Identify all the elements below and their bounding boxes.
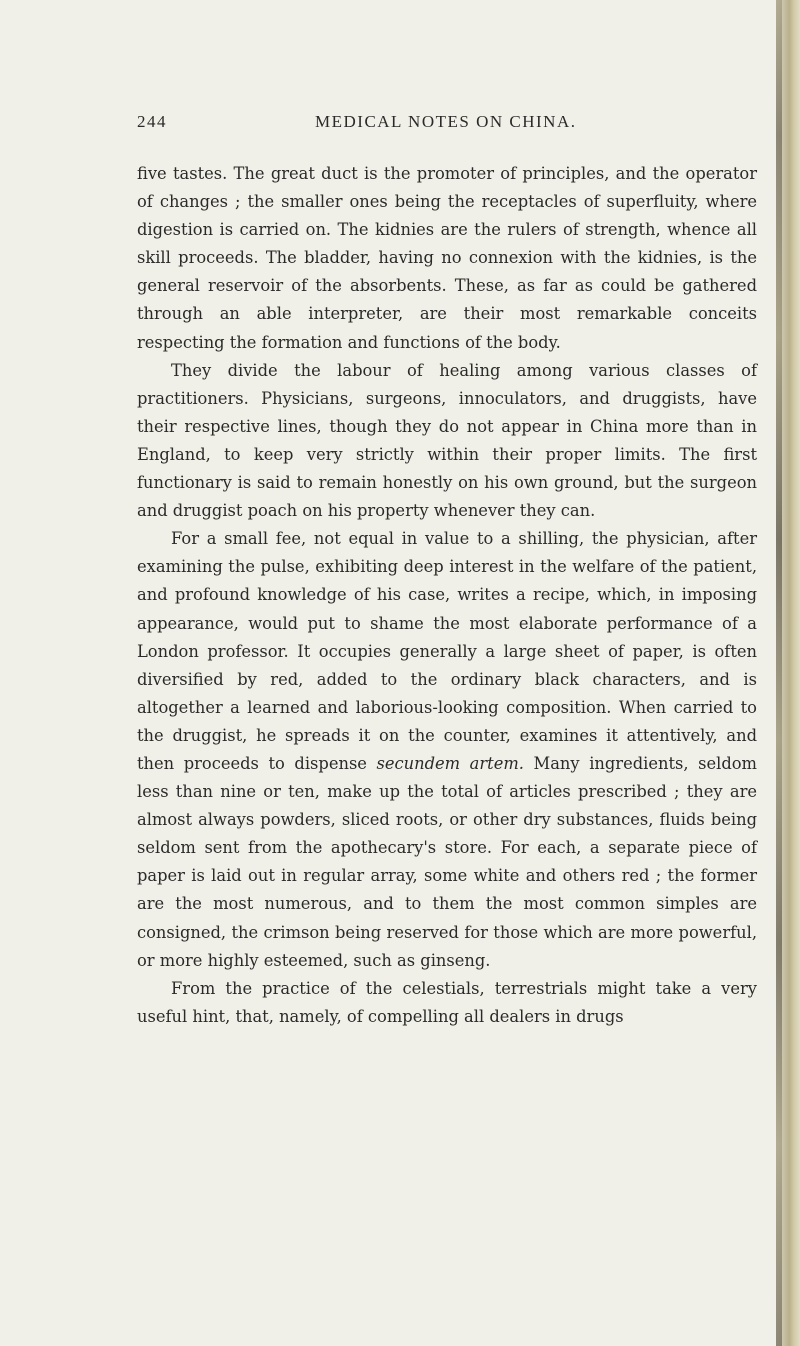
paragraph-physician-fee [137, 525, 757, 975]
body-text [137, 160, 757, 1031]
running-head: MEDICAL NOTES ON CHINA. [315, 112, 577, 131]
paragraph-celestials: From the practice of the celestials, terrestrials might take a very useful hint, that, namely, of compelling all dealers in drugs [137, 978, 757, 1026]
paragraph-continuation: five tastes. The great duct is the promoter of principles, and the operator of changes ; the smaller ones being the receptacles of superfluity, where digestion is carried on. The kidnies are the rulers of strength, whence all skill proceeds. The bladder, having no connexion with the kidnies, is the general reservoir of the absorbents. These, as far as could be gathered through an able interpreter, are their most remarkable conceits respecting the formation and functions of the body. [137, 164, 757, 352]
page-number: 244 [137, 112, 167, 131]
paragraph-text-after: Many ingredients, seldom less than nine or ten, make up the total of articles prescribed ; they are almost always powders, sliced roots, or other dry substances, fluids being seldom sent from the apothecary's store. For each, a separate piece of paper is laid out in regular array, some white and others red ; the former are the most numerous, and to them the most common simples are consigned, the crimson being reserved for those which are more powerful, or more highly esteemed, such as ginseng. [137, 753, 757, 970]
paragraph-text-before: For a small fee, not equal in value to a shilling, the physician, after examining the pulse, exhibiting deep interest in the welfare of the patient, and profound knowledge of his case, writes a recipe, which, in imposing appearance, would put to shame the most elaborate performance of a London professor. It occupies generally a large sheet of paper, is often diversified by red, added to the ordinary black characters, and is altogether a learned and laborious-looking composition. When carried to the druggist, he spreads it on the counter, examines it attentively, and then proceeds to dispense [137, 529, 757, 773]
latin-phrase: secundem artem. [376, 753, 524, 773]
page-edge-shadow [776, 0, 782, 1346]
paragraph-practitioners: They divide the labour of healing among various classes of practitioners. Physicians, surgeons, innoculators, and druggists, have their respective lines, though they do not appear in China more than in England, to keep very strictly within their proper limits. The first functionary is said to remain honestly on his own ground, but the surgeon and druggist poach on his property whenever they can. [137, 360, 757, 521]
page-header [137, 112, 727, 136]
